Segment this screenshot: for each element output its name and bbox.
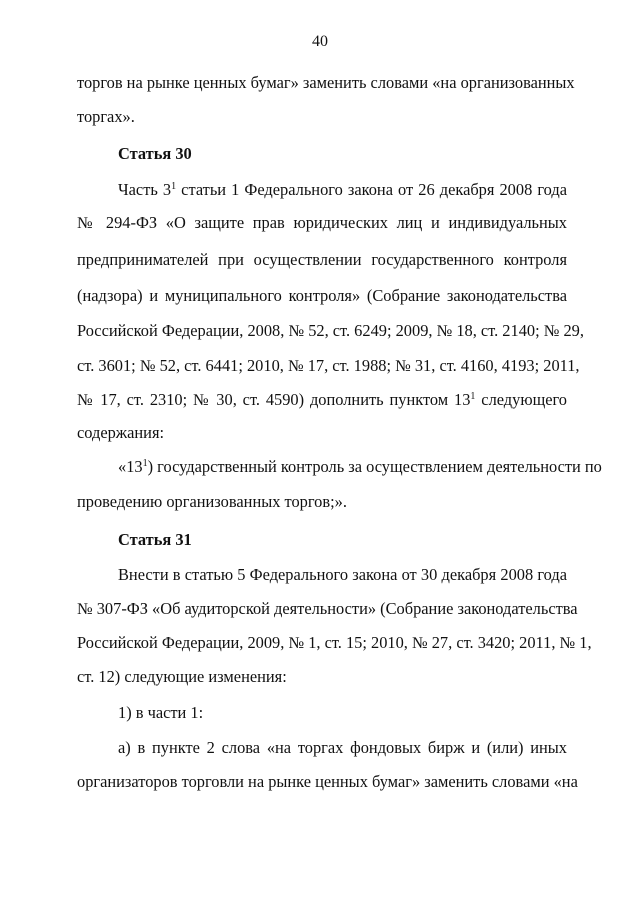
- text-line: Российской Федерации, 2009, № 1, ст. 15; 2010, № 27, ст. 3420; 2011, № 1,: [77, 633, 592, 652]
- text-line: «$13^1$) государственный контроль за осуществлением деятельности по: [118, 457, 602, 476]
- text-line: Российской Федерации, 2008, № 52, ст. 6249; 2009, № 18, ст. 2140; № 29,: [77, 321, 584, 340]
- text-line: организаторов торговли на рынке ценных бумаг» заменить словами «на: [77, 772, 578, 791]
- superscript: 1: [142, 458, 148, 469]
- article-31-heading: Статья 31: [118, 530, 192, 549]
- text-line: ст. 3601; № 52, ст. 6441; 2010, № 17, ст. 1988; № 31, ст. 4160, 4193; 2011,: [77, 356, 580, 375]
- text-line: предпринимателей при осуществлении государственного контроля: [77, 250, 567, 269]
- text-line: торгов на рынке ценных бумаг» заменить словами «на организованных: [77, 73, 575, 92]
- superscript: 1: [470, 391, 476, 402]
- text-line: ст. 12) следующие изменения:: [77, 667, 287, 686]
- text-line: 1) в части 1:: [118, 703, 204, 722]
- article-30-heading: Статья 30: [118, 144, 192, 163]
- text-line: торгах».: [77, 107, 135, 126]
- text-line: № 17, ст. 2310; № 30, ст. 4590) дополнить пунктом $13^1$ следующего: [77, 390, 567, 409]
- text-line: Внести в статью 5 Федерального закона от 30 декабря 2008 года: [118, 565, 567, 584]
- text-line: а) в пункте 2 слова «на торгах фондовых бирж и (или) иных: [118, 738, 567, 757]
- text-line: № 294-ФЗ «О защите прав юридических лиц и индивидуальных: [77, 213, 567, 232]
- text-line: проведению организованных торгов;».: [77, 492, 347, 511]
- text-line: содержания:: [77, 423, 165, 442]
- text-line: Часть $3^1$ статьи 1 Федерального закона от 26 декабря 2008 года: [118, 180, 567, 199]
- page-number: 40: [312, 33, 328, 50]
- superscript: 1: [171, 181, 177, 192]
- text-line: № 307-ФЗ «Об аудиторской деятельности» (Собрание законодательства: [77, 599, 578, 618]
- text-line: (надзора) и муниципального контроля» (Собрание законодательства: [77, 286, 567, 305]
